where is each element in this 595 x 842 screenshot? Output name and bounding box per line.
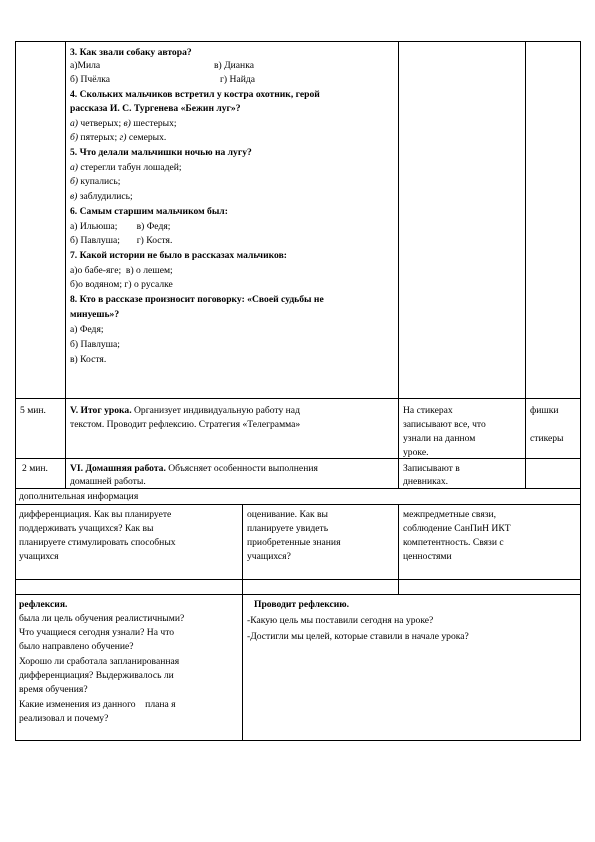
answer-line: а) Ильюша; в) Федя;	[70, 221, 171, 232]
grid-line	[242, 594, 243, 740]
answer-text: заблудились;	[77, 191, 133, 202]
reflection-question: Что учащиеся сегодня узнали? На что	[19, 627, 175, 638]
answer-line	[70, 190, 133, 203]
interdisciplinary-text: соблюдение СанПиН ИКТ	[403, 523, 511, 534]
answer-option: б) Пчёлка	[70, 74, 111, 85]
time-cell: 5 мин.	[20, 405, 46, 416]
activity-text	[70, 462, 318, 475]
question-6: 6. Самым старшим мальчиком был:	[70, 206, 228, 217]
reflection-question: Хорошо ли сработала запланированная	[19, 656, 180, 667]
resources-cell: фишки	[530, 405, 559, 416]
question-3: 3. Как звали собаку автора?	[70, 47, 192, 58]
answer-text: купались;	[78, 176, 121, 187]
activity-text: домашней работы.	[70, 476, 146, 487]
reflection-action-heading: Проводит рефлексию.	[254, 599, 350, 610]
answer-letter: а)	[70, 118, 78, 129]
answer-option: в) Костя.	[70, 354, 107, 365]
assessment-text: приобретенные знания	[247, 537, 341, 548]
students-activity: Записывают в	[403, 463, 460, 474]
grid-line	[15, 740, 581, 741]
answer-line: а)о бабе-яге; в) о лешем;	[70, 265, 173, 276]
reflection-question: дифференциация? Выдерживалось ли	[19, 670, 174, 681]
answer-text: пятерых;	[78, 132, 120, 143]
question-5: 5. Что делали мальчишки ночью на лугу?	[70, 147, 252, 158]
answer-line	[70, 117, 177, 130]
grid-line	[15, 504, 581, 505]
time-cell: 2 мин.	[22, 463, 48, 474]
answer-letter: б)	[70, 132, 79, 143]
answer-text: стерегли табун лошадей;	[78, 162, 182, 173]
reflection-action: -Достигли мы целей, которые ставили в начале урока?	[247, 631, 469, 642]
activity-text	[70, 404, 300, 417]
grid-line	[15, 579, 581, 580]
differentiation-text: учащихся	[19, 551, 59, 562]
grid-line	[15, 458, 581, 459]
answer-option: б) Павлуша;	[70, 339, 120, 350]
answer-line	[70, 175, 120, 188]
differentiation-text: планируете стимулировать способных	[19, 537, 176, 548]
section-heading: дополнительная информация	[19, 491, 139, 502]
grid-line	[398, 41, 399, 489]
answer-line: б) Павлуша; г) Костя.	[70, 235, 173, 246]
assessment-text: планируете увидеть	[247, 523, 329, 534]
question-8: 8. Кто в рассказе произносит поговорку: «Своей судьбы не	[70, 294, 324, 305]
grid-line	[398, 504, 399, 594]
answer-letter: в)	[70, 191, 78, 202]
reflection-question: время обучения?	[19, 684, 88, 695]
reflection-heading: рефлексия.	[19, 599, 68, 610]
activity-description: Организует индивидуальную работу над	[131, 405, 300, 416]
grid-line	[15, 594, 581, 595]
answer-letter: б)	[70, 176, 79, 187]
grid-line	[15, 41, 581, 42]
reflection-question: Какие изменения из данного плана я	[19, 699, 176, 710]
grid-line	[15, 41, 16, 741]
question-7: 7. Какой истории не было в рассказах мальчиков:	[70, 250, 287, 261]
reflection-action: -Какую цель мы поставили сегодня на уроке?	[247, 615, 434, 626]
students-activity: дневниках.	[403, 476, 449, 487]
answer-text: шестерых;	[130, 118, 177, 129]
students-activity: уроке.	[403, 447, 429, 458]
answer-letter: а)	[70, 162, 78, 173]
question-4: 4. Скольких мальчиков встретил у костра охотник, герой	[70, 89, 320, 100]
answer-option: а) Федя;	[70, 324, 104, 335]
answer-line: б)о водяном; г) о русалке	[70, 279, 173, 290]
reflection-question: реализовал и почему?	[19, 713, 109, 724]
answer-option: а)Мила	[70, 60, 101, 71]
interdisciplinary-text: ценностями	[403, 551, 452, 562]
answer-letter: в)	[123, 118, 131, 129]
students-activity: узнали на данном	[403, 433, 476, 444]
resources-cell: стикеры	[530, 433, 564, 444]
interdisciplinary-text: компетентность. Связи с	[403, 537, 504, 548]
grid-line	[580, 41, 581, 741]
question-8: минуешь»?	[70, 309, 120, 320]
students-activity: На стикерах	[403, 405, 453, 416]
answer-letter: г)	[119, 132, 127, 143]
students-activity: записывают все, что	[403, 419, 486, 430]
answer-line	[70, 161, 182, 174]
reflection-question: была ли цель обучения реалистичными?	[19, 613, 185, 624]
assessment-text: оценивание. Как вы	[247, 509, 329, 520]
grid-line	[525, 41, 526, 489]
grid-line	[242, 504, 243, 594]
grid-line	[15, 488, 581, 489]
differentiation-text: поддерживать учащихся? Как вы	[19, 523, 154, 534]
grid-line	[65, 41, 66, 489]
reflection-question: было направлено обучение?	[19, 641, 134, 652]
differentiation-text: дифференциация. Как вы планируете	[19, 509, 172, 520]
answer-option: в) Дианка	[214, 60, 254, 71]
assessment-text: учащихся?	[247, 551, 291, 562]
answer-text: семерых.	[126, 132, 167, 143]
grid-line	[15, 398, 581, 399]
activity-description: Объясняет особенности выполнения	[165, 463, 318, 474]
answer-line	[70, 131, 166, 144]
question-4: рассказа И. С. Тургенева «Бежин луг»?	[70, 103, 241, 114]
answer-option: г) Найда	[220, 74, 255, 85]
activity-text: текстом. Проводит рефлексию. Стратегия «Телеграмма»	[70, 419, 301, 430]
activity-title: V. Итог урока.	[70, 405, 132, 416]
interdisciplinary-text: межпредметные связи,	[403, 509, 497, 520]
answer-text: четверых;	[78, 118, 124, 129]
activity-title: VI. Домашняя работа.	[70, 463, 166, 474]
